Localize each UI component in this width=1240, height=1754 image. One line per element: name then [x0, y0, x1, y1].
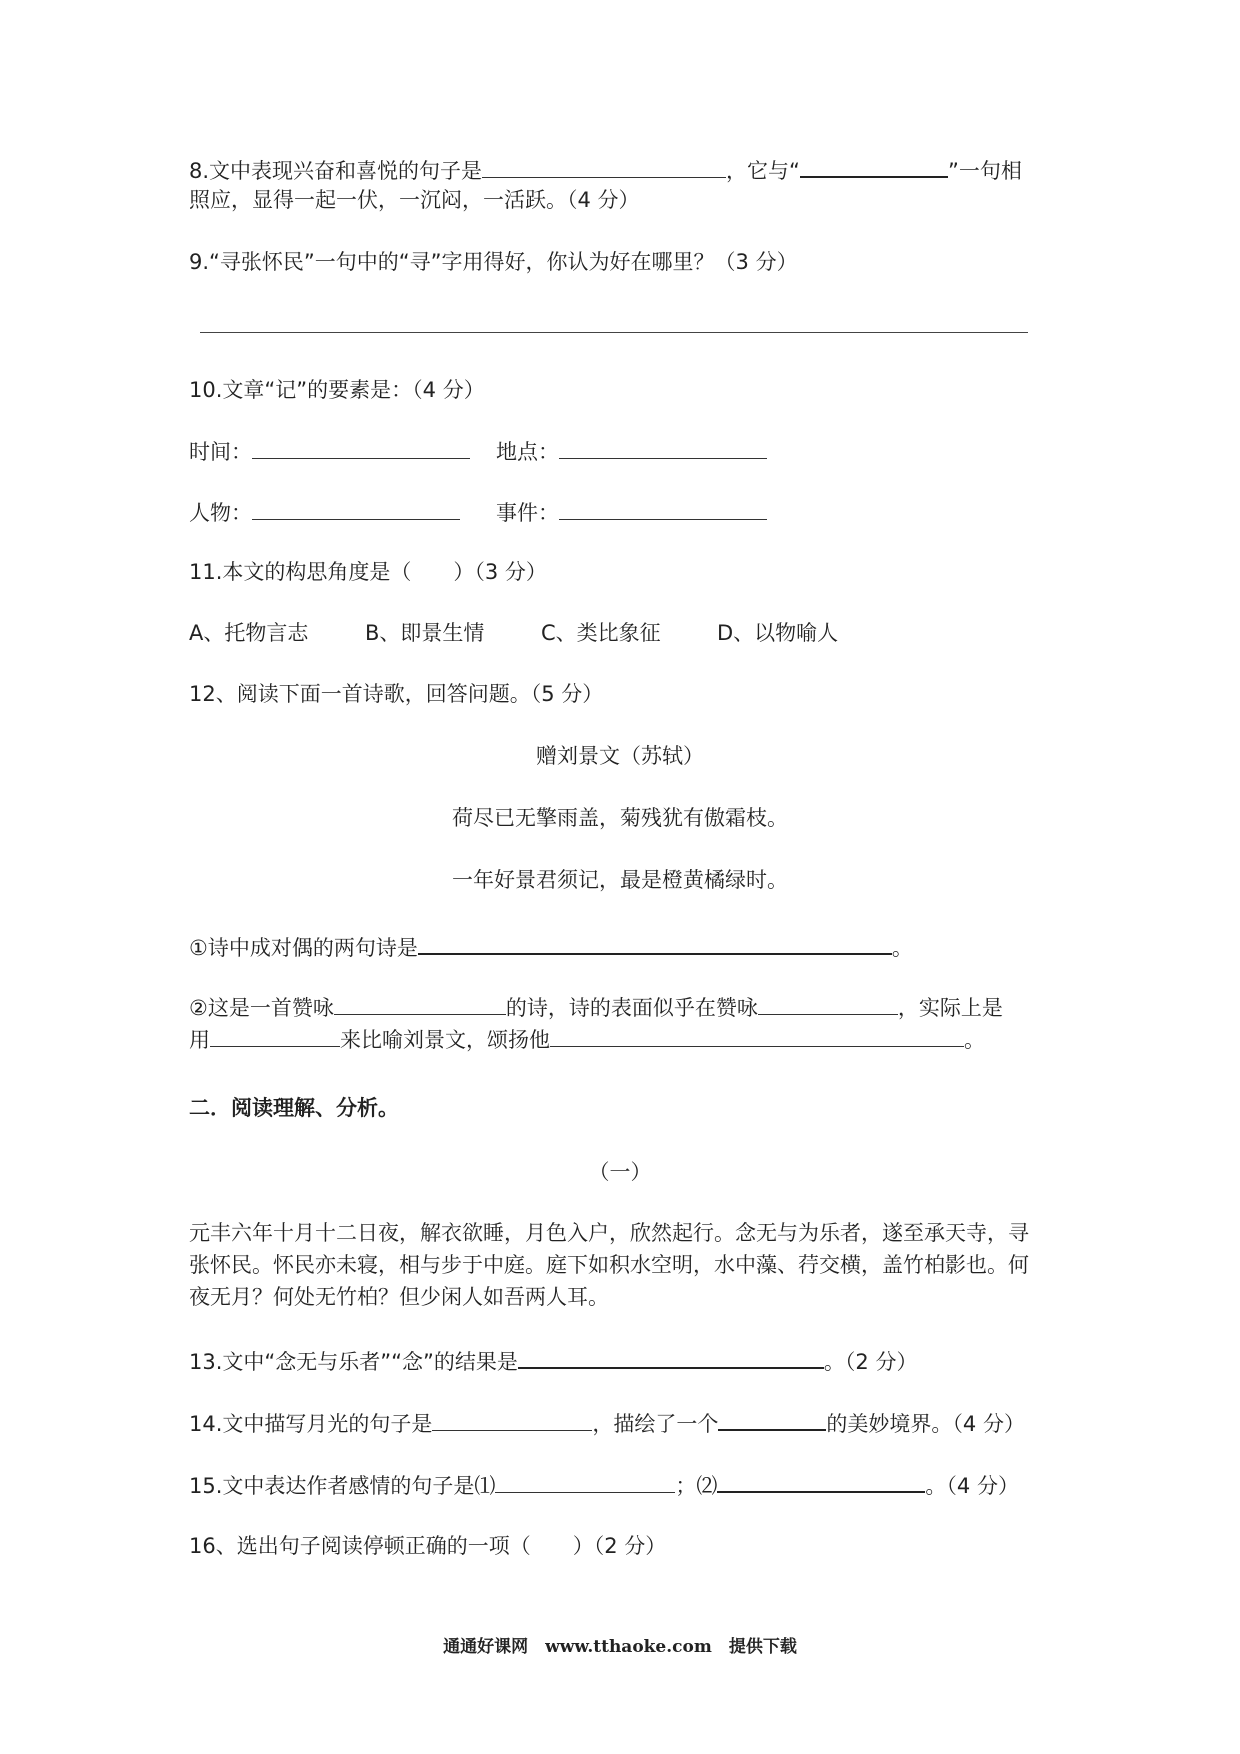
q14-blank-2[interactable]: [718, 1405, 826, 1431]
q10-time-blank[interactable]: [252, 434, 470, 459]
question-15: [189, 1467, 1019, 1502]
question-13: [189, 1343, 917, 1378]
q11-option-a[interactable]: A、托物言志: [189, 621, 309, 645]
q15-blank-1[interactable]: [495, 1468, 675, 1493]
q11-option-d[interactable]: D、以物喻人: [717, 621, 839, 645]
q12-sub2-text-b: 的诗，诗的表面似乎在赞咏: [505, 996, 758, 1020]
q10-row-2: [189, 495, 767, 529]
q8-blank-1[interactable]: [482, 153, 726, 178]
q12-sub2-text-f: 。: [964, 1028, 985, 1052]
page-footer: 通通好课网 www.tthaoke.com 提供下载: [443, 1637, 797, 1657]
q13-blank[interactable]: [518, 1343, 824, 1369]
question-9: 9.“寻张怀民”一句中的“寻”字用得好，你认为好在哪里？（3 分）: [189, 250, 798, 274]
q12-sub-1: [189, 929, 913, 964]
q12-sub2-text-e: 来比喻刘景文，颂扬他: [340, 1028, 550, 1052]
q8-text-1: 8.文中表现兴奋和喜悦的句子是: [189, 159, 483, 183]
q12-sub1-text: ①诗中成对偶的两句诗是: [189, 936, 418, 960]
q15-text-a: 15.文中表达作者感情的句子是⑴: [189, 1474, 496, 1498]
q8-blank-2[interactable]: [800, 152, 948, 178]
poem-line-1: 荷尽已无擎雨盖，菊残犹有傲霜枝。: [452, 806, 788, 830]
question-11-title: 11.本文的构思角度是（ ）（3 分）: [189, 560, 547, 584]
q10-people-label: 人物：: [189, 501, 252, 525]
q12-sub1-end: 。: [891, 936, 913, 960]
q10-event-label: 事件：: [496, 501, 559, 525]
section-2-heading: 二．阅读理解、分析。: [189, 1096, 399, 1120]
q10-event-blank[interactable]: [559, 495, 767, 520]
passage-line-2: 张怀民。怀民亦未寝，相与步于中庭。庭下如积水空明，水中藻、荇交横，盖竹柏影也。何: [189, 1253, 1029, 1277]
q11-option-b[interactable]: B、即景生情: [365, 621, 485, 645]
passage-line-1: 元丰六年十月十二日夜，解衣欲睡，月色入户，欣然起行。念无与为乐者，遂至承天寺，寻: [189, 1221, 1029, 1245]
question-14: [189, 1405, 1025, 1440]
poem-title: 赠刘景文（苏轼）: [536, 744, 704, 768]
q10-row-1: [189, 434, 767, 468]
q8-text-3: ”一句相: [947, 159, 1022, 183]
q14-blank-1[interactable]: [432, 1406, 592, 1431]
question-12-title: 12、阅读下面一首诗歌，回答问题。（5 分）: [189, 682, 604, 706]
q15-text-c: 。（4 分）: [925, 1474, 1019, 1498]
q10-place-label: 地点：: [496, 440, 559, 464]
q12-sub2-text-a: ②这是一首赞咏: [189, 996, 334, 1020]
q12-sub2-blank-2[interactable]: [758, 990, 898, 1015]
question-8-line1: [189, 152, 1022, 187]
q15-blank-2[interactable]: [717, 1467, 925, 1493]
q12-sub2-blank-3[interactable]: [210, 1022, 340, 1047]
poem-line-2: 一年好景君须记，最是橙黄橘绿时。: [452, 868, 788, 892]
question-10-title: 10.文章“记”的要素是：（4 分）: [189, 378, 485, 402]
q8-text-2: ，它与“: [726, 159, 800, 183]
q14-text-b: ，描绘了一个: [592, 1412, 719, 1436]
q15-text-b: ；⑵: [675, 1474, 718, 1498]
q13-text: 13.文中“念无与乐者”“念”的结果是: [189, 1350, 518, 1374]
q12-sub-2-line1: [189, 990, 1003, 1024]
q10-people-blank[interactable]: [252, 495, 460, 520]
q12-sub2-blank-4[interactable]: [550, 1022, 964, 1047]
q13-end: 。（2 分）: [823, 1350, 918, 1374]
q14-text-a: 14.文中描写月光的句子是: [189, 1412, 433, 1436]
q9-answer-line[interactable]: [200, 332, 1028, 333]
question-8-line2: 照应，显得一起一伏，一沉闷，一活跃。（4 分）: [189, 188, 640, 212]
section-2-subheading: （一）: [588, 1160, 652, 1184]
q12-sub2-text-d: 用: [189, 1028, 210, 1052]
q11-options: [189, 617, 838, 649]
q12-sub-2-line2: [189, 1022, 985, 1056]
q12-sub1-blank[interactable]: [418, 929, 892, 955]
question-16: 16、选出句子阅读停顿正确的一项（ ）（2 分）: [189, 1534, 667, 1558]
q10-place-blank[interactable]: [559, 434, 767, 459]
q12-sub2-text-c: ，实际上是: [897, 996, 1003, 1020]
q10-time-label: 时间：: [189, 440, 252, 464]
q14-text-c: 的美妙境界。（4 分）: [826, 1412, 1025, 1436]
q11-option-c[interactable]: C、类比象征: [541, 621, 661, 645]
q12-sub2-blank-1[interactable]: [334, 990, 506, 1015]
passage-line-3: 夜无月？何处无竹柏？但少闲人如吾两人耳。: [189, 1285, 609, 1309]
